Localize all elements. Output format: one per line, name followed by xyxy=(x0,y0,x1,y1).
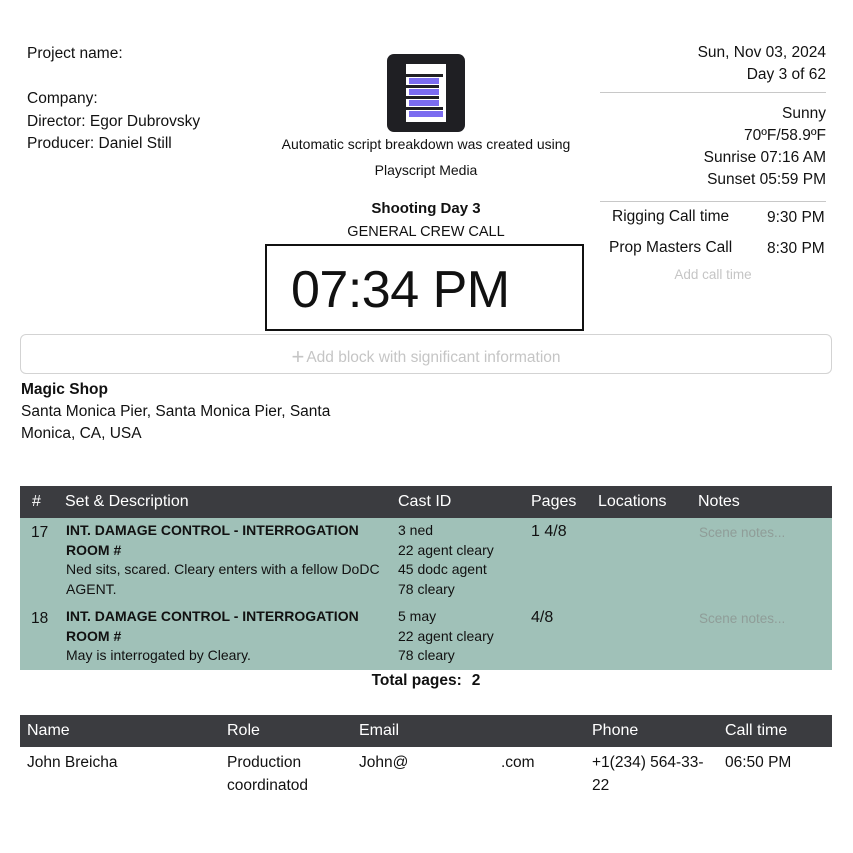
cast-item: 3 ned xyxy=(398,522,434,538)
col-pages: Pages xyxy=(531,493,577,510)
col-name: Name xyxy=(27,722,70,739)
divider xyxy=(600,201,826,202)
crew-call-time-box[interactable] xyxy=(265,244,584,331)
scene-set-description xyxy=(66,521,392,599)
scene-pages: 1 4/8 xyxy=(531,523,567,540)
crew-name: John Breicha xyxy=(27,754,118,771)
general-crew-call-label: GENERAL CREW CALL xyxy=(347,224,505,240)
scene-cast-list xyxy=(398,607,494,666)
crew-email-domain[interactable]: .com xyxy=(501,754,535,771)
col-email: Email xyxy=(359,722,400,739)
credit-line-1: Automatic script breakdown was created using xyxy=(281,136,571,152)
total-pages xyxy=(20,671,832,691)
col-phone: Phone xyxy=(592,722,639,739)
col-role: Role xyxy=(227,722,260,739)
scene-number: 18 xyxy=(31,610,49,627)
divider xyxy=(600,92,826,93)
production-info xyxy=(27,43,267,156)
crew-role: Production coordinatod xyxy=(227,754,309,794)
col-set-description: Set & Description xyxy=(65,493,189,510)
temperature-text: 70ºF/58.9ºF xyxy=(744,127,826,144)
day-info xyxy=(600,42,826,191)
col-number: # xyxy=(32,493,41,510)
weather-text: Sunny xyxy=(782,105,826,122)
crew-phone[interactable]: +1(234) 564-33-22 xyxy=(592,754,704,794)
scenes-table-body xyxy=(20,518,832,670)
credit-line-2: Playscript Media xyxy=(374,162,478,178)
location-name: Magic Shop xyxy=(21,381,108,398)
breakdown-credit xyxy=(260,131,592,183)
add-info-block-button[interactable] xyxy=(20,334,832,374)
scene-notes-input[interactable]: Scene notes... xyxy=(699,611,786,626)
scenes-table-header xyxy=(20,486,832,518)
shooting-day-title: Shooting Day 3 xyxy=(371,200,481,217)
director-text: Director: Egor Dubrovsky xyxy=(27,112,201,130)
cast-item: 22 agent cleary xyxy=(398,627,494,644)
call-time-value-prop-masters[interactable]: 8:30 PM xyxy=(767,240,825,257)
location-address: Santa Monica Pier, Santa Monica Pier, Santa Monica, CA, USA xyxy=(21,403,331,442)
crew-call-time: 06:50 PM xyxy=(725,754,792,771)
project-name-label: Project name: xyxy=(27,45,123,62)
scene-pages: 4/8 xyxy=(531,609,554,626)
col-locations: Locations xyxy=(598,493,667,510)
cast-item: 5 may xyxy=(398,608,437,624)
sunrise-text: Sunrise 07:16 AM xyxy=(703,149,826,166)
total-pages-label: Total pages: xyxy=(371,672,462,689)
cast-item: 22 agent cleary xyxy=(398,541,494,558)
playscript-logo-icon xyxy=(387,54,465,132)
scene-notes-input[interactable]: Scene notes... xyxy=(699,525,786,540)
day-counter: Day 3 of 62 xyxy=(746,66,826,83)
cast-item: 45 dodc agent xyxy=(398,561,487,577)
shoot-date: Sun, Nov 03, 2024 xyxy=(697,44,826,61)
add-call-time-button[interactable]: Add call time xyxy=(674,267,752,282)
cast-item: 78 cleary xyxy=(398,580,455,597)
col-cast-id: Cast ID xyxy=(398,493,452,510)
scene-number: 17 xyxy=(31,524,49,541)
company-label: Company: xyxy=(27,90,98,107)
call-time-value-rigging[interactable]: 9:30 PM xyxy=(767,209,825,226)
scene-description: May is interrogated by Cleary. xyxy=(66,647,251,663)
col-notes: Notes xyxy=(698,493,740,510)
call-time-label-rigging: Rigging Call time xyxy=(612,208,730,225)
call-time-label-prop-masters: Prop Masters Call xyxy=(609,239,733,256)
crew-call-time: 07:34 PM xyxy=(291,261,510,319)
col-call-time: Call time xyxy=(725,722,788,739)
crew-table-header xyxy=(20,715,832,747)
producer-text: Producer: Daniel Still xyxy=(27,135,172,152)
cast-item: 78 cleary xyxy=(398,647,455,663)
scene-cast-list xyxy=(398,521,494,599)
scene-title: INT. DAMAGE CONTROL - INTERROGATION ROOM # xyxy=(66,608,359,644)
add-block-label: Add block with significant information xyxy=(306,349,561,366)
total-pages-value: 2 xyxy=(471,672,481,689)
scene-description: Ned sits, scared. Cleary enters with a fellow DoDC AGENT. xyxy=(66,561,380,597)
plus-icon: + xyxy=(291,344,305,369)
crew-email-user[interactable]: John@ xyxy=(359,754,409,771)
table-row xyxy=(20,751,832,801)
scene-title: INT. DAMAGE CONTROL - INTERROGATION ROOM # xyxy=(66,522,359,558)
scene-set-description xyxy=(66,607,392,666)
sunset-text: Sunset 05:59 PM xyxy=(707,171,826,188)
